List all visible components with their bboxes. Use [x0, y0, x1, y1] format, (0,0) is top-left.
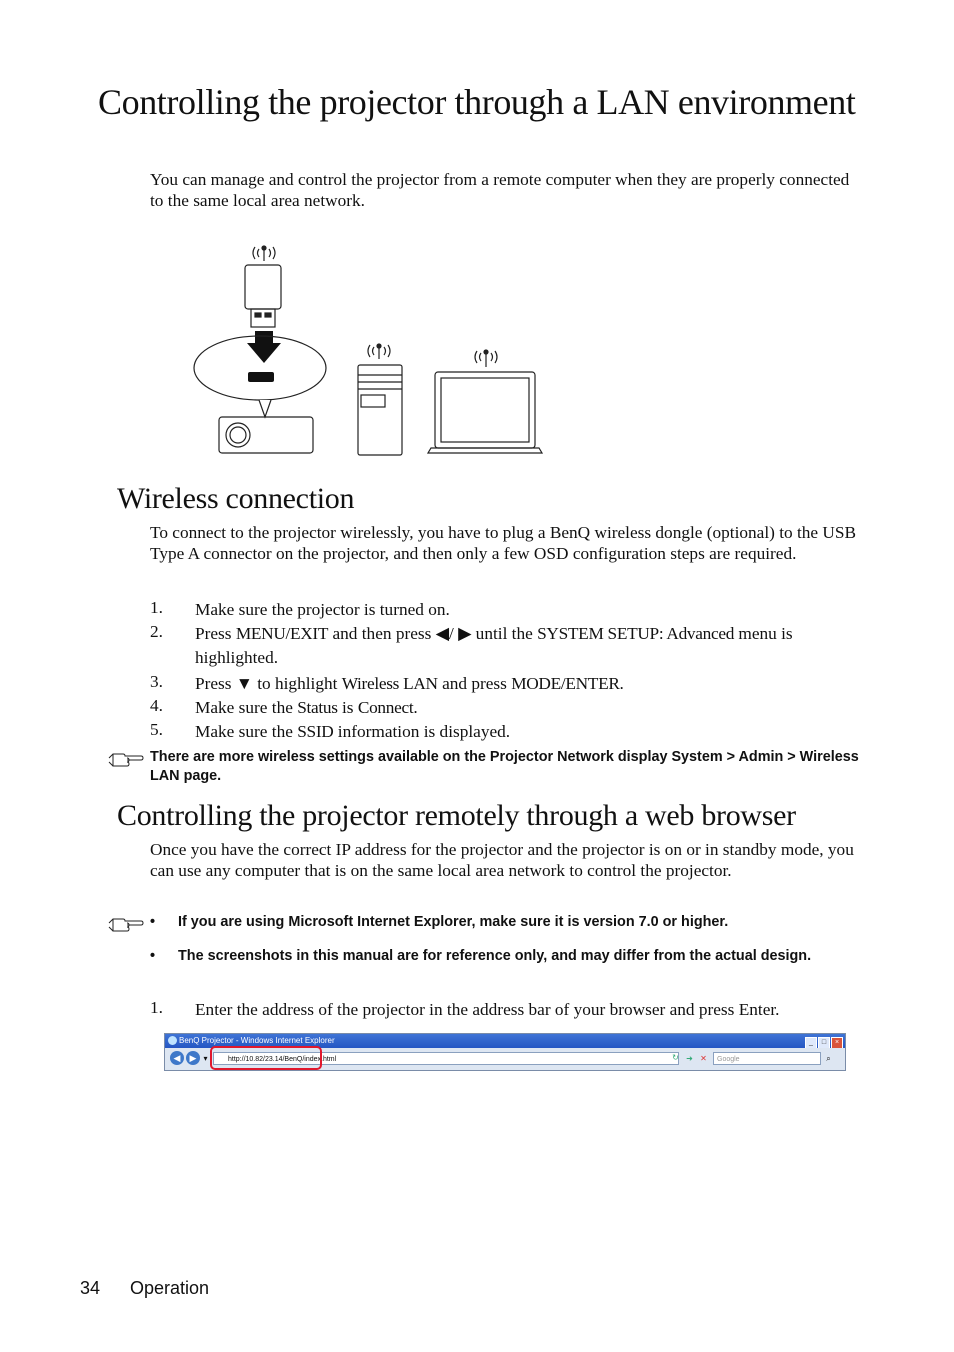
- bullet: •: [150, 948, 156, 964]
- lan-illustration: [185, 235, 555, 460]
- forward-icon[interactable]: ▶: [186, 1051, 200, 1065]
- laptop-icon: [428, 372, 542, 453]
- refresh-icon[interactable]: ↻: [672, 1053, 679, 1062]
- maximize-icon[interactable]: □: [818, 1037, 830, 1049]
- browser-window-title: BenQ Projector - Windows Internet Explorer: [179, 1036, 335, 1045]
- page-title: Controlling the projector through a LAN environment: [98, 82, 856, 122]
- page-number: 34: [80, 1278, 101, 1298]
- footer-section: Operation: [130, 1278, 210, 1298]
- chevron-down-icon[interactable]: ▾: [203, 1054, 208, 1063]
- back-icon[interactable]: ◀: [170, 1051, 184, 1065]
- web-heading: Controlling the projector remotely through a web browser: [117, 799, 796, 832]
- dongle-signal-icon: [253, 246, 275, 261]
- minimize-icon[interactable]: _: [805, 1037, 817, 1049]
- ie-logo-icon: [168, 1036, 177, 1045]
- stop-icon[interactable]: ✕: [700, 1054, 707, 1063]
- desktop-signal-icon: [368, 344, 390, 359]
- wireless-heading: Wireless connection: [117, 482, 355, 515]
- search-icon[interactable]: ⌕: [826, 1054, 831, 1063]
- bullet: •: [150, 914, 156, 930]
- web-note-2: The screenshots in this manual are for reference only, and may differ from the actual design.: [178, 948, 812, 964]
- web-paragraph: Once you have the correct IP address for the projector and the projector is on or in standby mode, you can use any computer that is on the same local area network to control the projector.: [150, 840, 854, 880]
- wireless-note: There are more wireless settings available on the Projector Network display System > Admin > Wireless LAN page.: [150, 749, 859, 784]
- laptop-signal-icon: [475, 350, 497, 367]
- close-icon[interactable]: ×: [831, 1037, 843, 1049]
- go-icon[interactable]: ➜: [686, 1054, 693, 1063]
- wireless-dongle-icon: [245, 265, 281, 327]
- wireless-paragraph: To connect to the projector wirelessly, you have to plug a BenQ wireless dongle (optional) to the USB Type A connector on the projector, and then only a few OSD configuration steps are required.: [150, 523, 857, 563]
- pointing-hand-icon: [107, 915, 145, 933]
- web-note-1: If you are using Microsoft Internet Explorer, make sure it is version 7.0 or higher.: [178, 914, 729, 930]
- address-highlight: [210, 1046, 322, 1070]
- address-bar[interactable]: http://10.82/23.14/BenQ/index.html: [213, 1052, 679, 1065]
- intro-paragraph: You can manage and control the projector from a remote computer when they are properly connected to the same local area network.: [150, 170, 850, 210]
- search-input[interactable]: Google: [713, 1052, 821, 1065]
- desktop-computer-icon: [358, 365, 402, 455]
- pointing-hand-icon: [107, 750, 145, 768]
- projector-icon: [219, 417, 313, 453]
